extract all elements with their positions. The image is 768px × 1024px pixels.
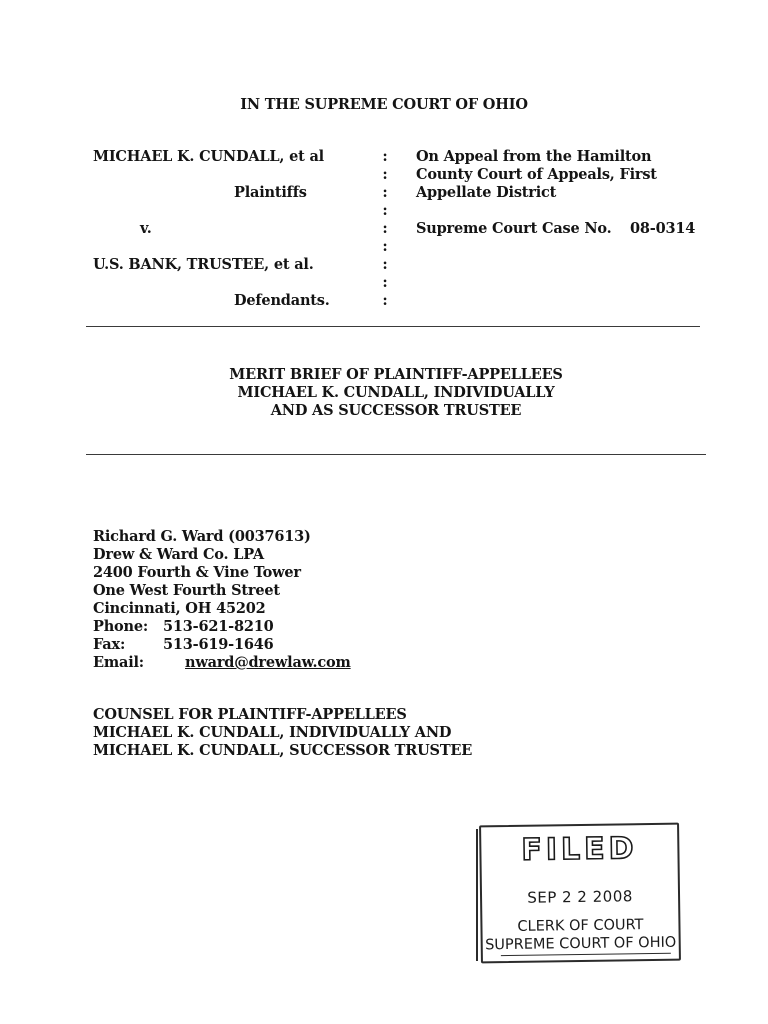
counsel-firm: Drew & Ward Co. LPA bbox=[93, 546, 264, 563]
colon: : bbox=[382, 274, 388, 291]
fax-label: Fax: bbox=[93, 636, 126, 653]
counsel-address-2: One West Fourth Street bbox=[93, 582, 280, 599]
colon: : bbox=[382, 220, 388, 237]
colon: : bbox=[382, 166, 388, 183]
counsel-fax-row bbox=[93, 636, 351, 654]
case-number: 08-0314 bbox=[630, 220, 696, 237]
appeal-line-2: County Court of Appeals, First bbox=[416, 166, 657, 183]
caption-divider bbox=[86, 326, 700, 327]
counsel-for-line-1: COUNSEL FOR PLAINTIFF-APPELLEES bbox=[93, 706, 407, 723]
stamp-underline bbox=[501, 953, 671, 956]
email-label: Email: bbox=[93, 654, 144, 671]
counsel-for-block bbox=[93, 706, 472, 760]
counsel-city: Cincinnati, OH 45202 bbox=[93, 600, 266, 617]
brief-title-line-3: AND AS SUCCESSOR TRUSTEE bbox=[270, 402, 522, 419]
counsel-phone-row bbox=[93, 618, 351, 636]
phone-value: 513-621-8210 bbox=[163, 618, 274, 635]
fax-value: 513-619-1646 bbox=[163, 636, 274, 653]
plaintiff-role: Plaintiffs bbox=[234, 184, 307, 201]
appeal-line-3: Appellate District bbox=[416, 184, 557, 201]
counsel-block bbox=[93, 528, 351, 672]
court-title: IN THE SUPREME COURT OF OHIO bbox=[240, 96, 528, 113]
email-link[interactable]: nward@drewlaw.com bbox=[185, 654, 351, 671]
phone-label: Phone: bbox=[93, 618, 149, 635]
colon: : bbox=[382, 148, 388, 165]
counsel-email-row bbox=[93, 654, 351, 672]
stamp-edge bbox=[476, 829, 478, 961]
stamp-court: SUPREME COURT OF OHIO bbox=[485, 934, 677, 954]
stamp-date: SEP 2 2 2008 bbox=[527, 887, 633, 907]
colon: : bbox=[382, 238, 388, 255]
defendant-name: U.S. BANK, TRUSTEE, et al. bbox=[93, 256, 314, 273]
colon: : bbox=[382, 184, 388, 201]
brief-title-line-2: MICHAEL K. CUNDALL, INDIVIDUALLY bbox=[237, 384, 555, 401]
brief-title bbox=[0, 366, 768, 420]
appeal-line-1: On Appeal from the Hamilton bbox=[416, 148, 652, 165]
defendant-role: Defendants. bbox=[234, 292, 330, 309]
stamp-clerk: CLERK OF COURT bbox=[517, 917, 644, 935]
counsel-for-line-2: MICHAEL K. CUNDALL, INDIVIDUALLY AND bbox=[93, 724, 452, 741]
title-divider bbox=[86, 454, 706, 455]
filed-stamp bbox=[479, 823, 681, 964]
versus: v. bbox=[140, 220, 152, 237]
colon: : bbox=[382, 256, 388, 273]
brief-title-line-1: MERIT BRIEF OF PLAINTIFF-APPELLEES bbox=[229, 366, 563, 383]
case-label: Supreme Court Case No. bbox=[416, 220, 612, 237]
plaintiff-name: MICHAEL K. CUNDALL, et al bbox=[93, 148, 324, 165]
counsel-address-1: 2400 Fourth & Vine Tower bbox=[93, 564, 301, 581]
counsel-for-line-3: MICHAEL K. CUNDALL, SUCCESSOR TRUSTEE bbox=[93, 742, 473, 759]
colon: : bbox=[382, 292, 388, 309]
stamp-filed-text: FILED bbox=[521, 831, 638, 868]
colon: : bbox=[382, 202, 388, 219]
counsel-name: Richard G. Ward (0037613) bbox=[93, 528, 311, 545]
